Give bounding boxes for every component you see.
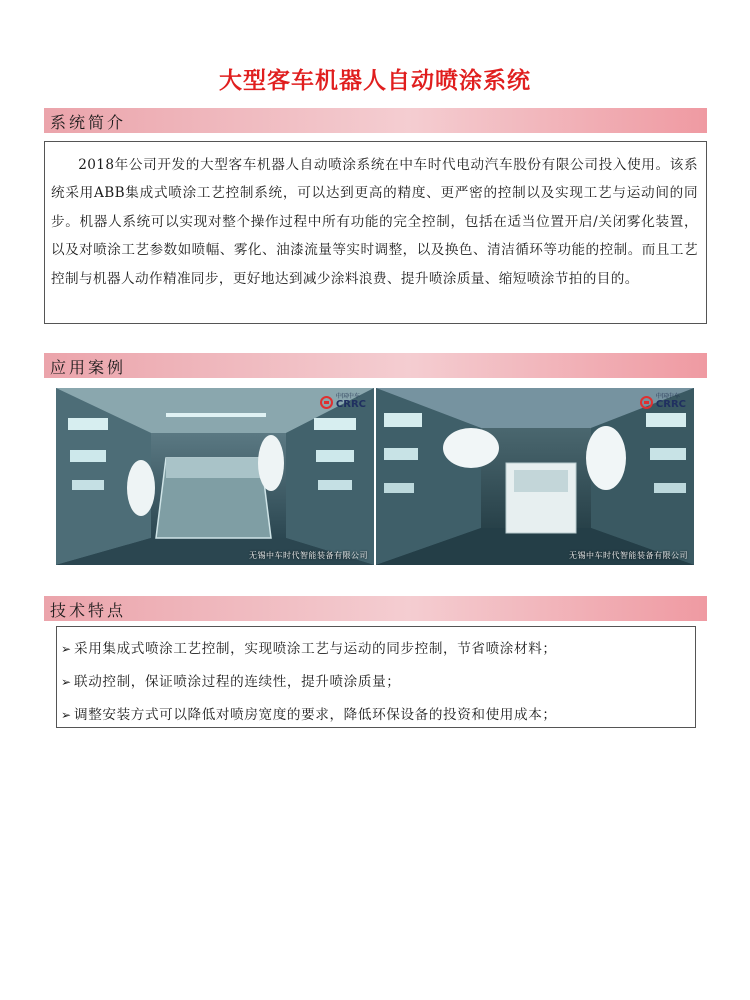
section-heading-features [44,596,707,621]
logo-en-text: CRRC [655,399,686,410]
section-heading-label: 应用案例 [50,358,127,377]
arrow-bullet-icon: ➢ [61,642,72,656]
arrow-bullet-icon: ➢ [61,708,72,722]
crrc-logo-icon [640,396,653,409]
photo-caption: 无锡中车时代智能装备有限公司 [249,551,368,560]
intro-paragraph: 2018年公司开发的大型客车机器人自动喷涂系统在中车时代电动汽车股份有限公司投入使用。该系统采用ABB集成式喷涂工艺控制系统，可以达到更高的精度、更严密的控制以及实现工艺与运动间的同步。机器人系统可以实现对整个操作过程中所有功能的完全控制，包括在适当位置开启/关闭雾化装置，以及对喷涂工艺参数如喷幅、雾化、油漆流量等实时调整，以及换色、清洁循环等功能的控制。而且工艺控制与机器人动作精准同步，更好地达到减少涂料浪费、提升喷涂质量、缩短喷涂节拍的目的。 [51,157,698,287]
page-title: 大型客车机器人自动喷涂系统 [219,68,531,94]
feature-text: 采用集成式喷涂工艺控制，实现喷涂工艺与运动的同步控制，节省喷涂材料； [74,641,557,657]
paint-booth-image [56,388,374,565]
feature-item [61,670,400,690]
features-box [56,626,696,728]
case-photo-1 [56,388,374,565]
crrc-logo [640,394,686,410]
feature-text: 调整安装方式可以降低对喷房宽度的要求，降低环保设备的投资和使用成本； [74,707,557,723]
feature-item [61,703,557,723]
intro-box [44,141,707,324]
feature-item [61,637,557,657]
paint-booth-image [376,388,694,565]
section-heading-label: 系统简介 [50,113,127,132]
section-heading-intro [44,108,707,133]
section-heading-label: 技术特点 [50,601,127,620]
arrow-bullet-icon: ➢ [61,675,72,689]
logo-en-text: CRRC [335,399,366,410]
photo-caption: 无锡中车时代智能装备有限公司 [569,551,688,560]
section-heading-cases [44,353,707,378]
crrc-logo [320,394,366,410]
crrc-logo-icon [320,396,333,409]
logo-cn-text: 中国中车 [335,393,360,400]
case-photo-2 [376,388,694,565]
logo-cn-text: 中国中车 [655,393,680,400]
feature-text: 联动控制，保证喷涂过程的连续性，提升喷涂质量； [74,674,401,690]
